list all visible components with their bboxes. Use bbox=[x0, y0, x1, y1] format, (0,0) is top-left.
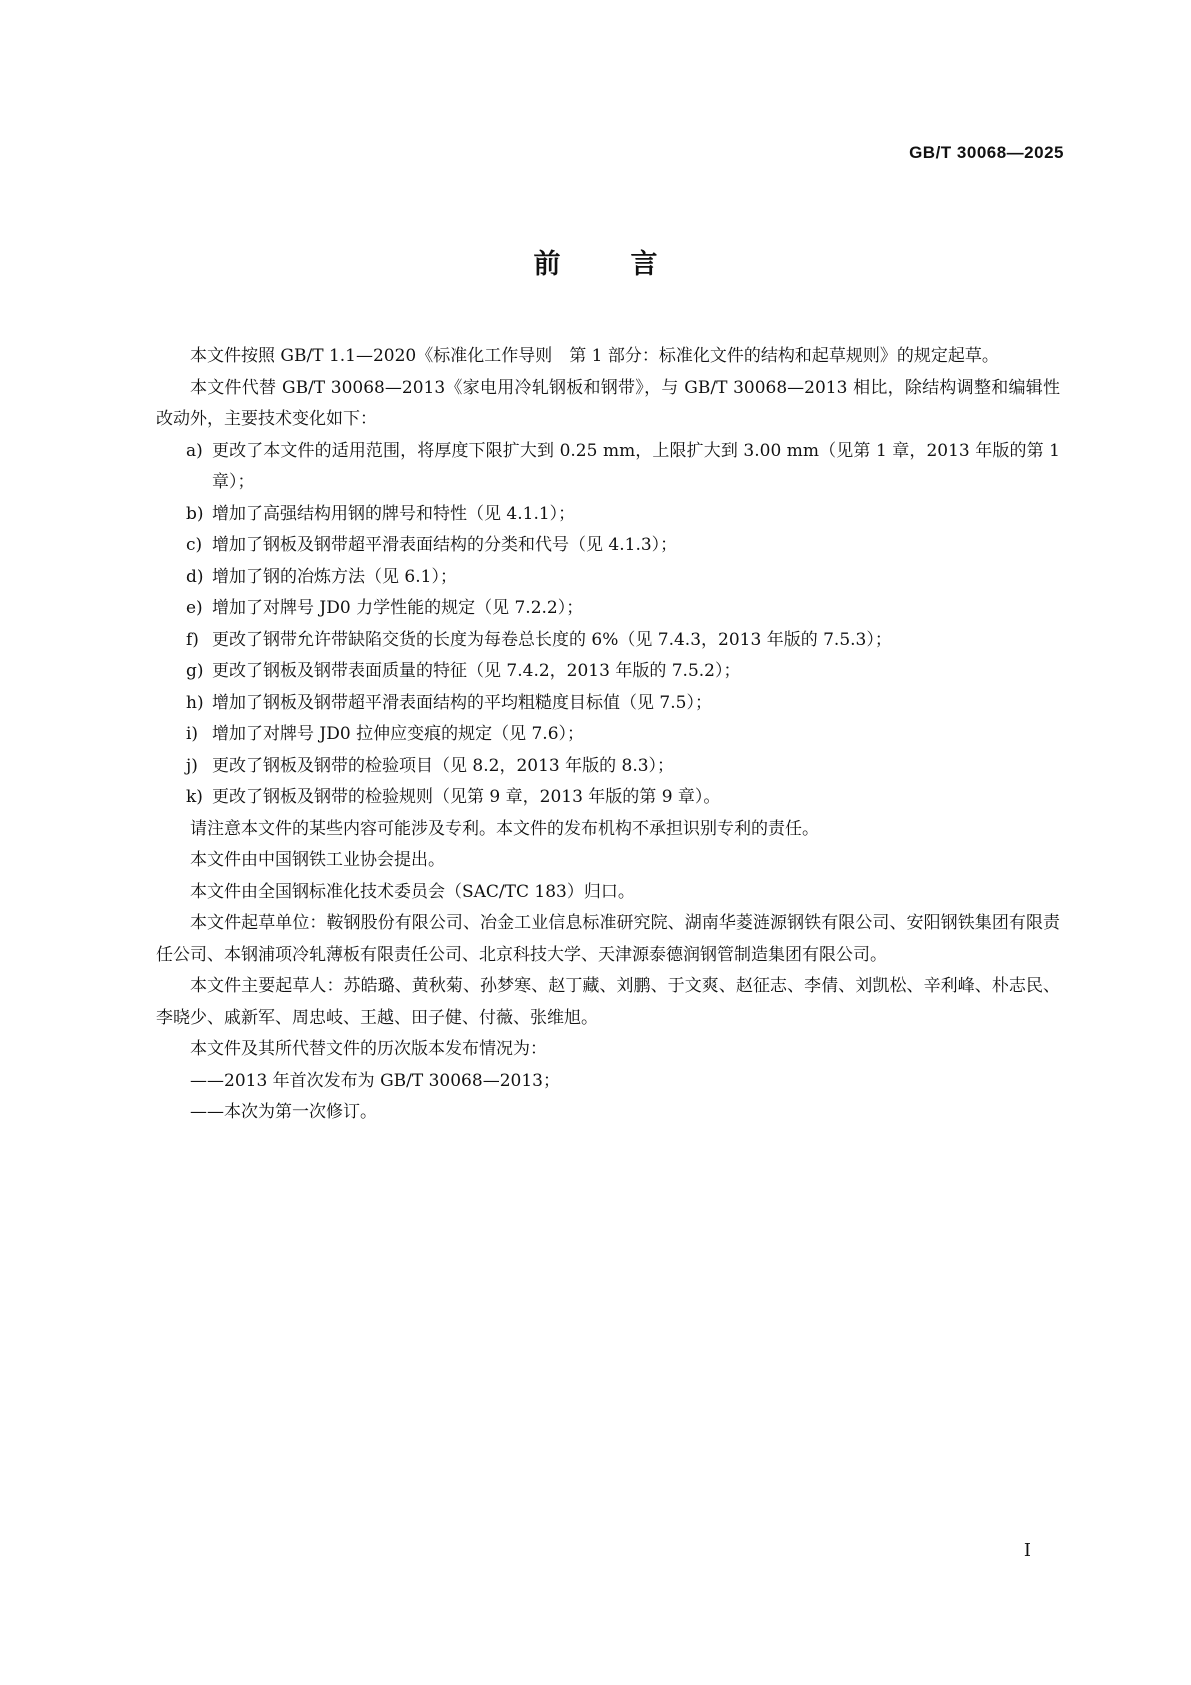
list-item bbox=[156, 751, 1060, 783]
list-item bbox=[156, 436, 1060, 499]
list-marker: i) bbox=[186, 724, 199, 744]
list-item bbox=[156, 656, 1060, 688]
list-marker: f) bbox=[186, 629, 199, 650]
paragraph-patent-notice: 请注意本文件的某些内容可能涉及专利。本文件的发布机构不承担识别专利的责任。 bbox=[190, 818, 819, 839]
list-item bbox=[156, 782, 1060, 814]
list-item bbox=[156, 499, 1060, 531]
list-item-text: 更改了钢板及钢带的检验项目（见 8.2，2013 年版的 8.3）； bbox=[212, 755, 675, 776]
list-item-text: 更改了钢板及钢带的检验规则（见第 9 章，2013 年版的第 9 章）。 bbox=[212, 787, 721, 807]
list-item-text: 更改了钢带允许带缺陷交货的长度为每卷总长度的 6%（见 7.4.3，2013 年版的 7.5.3）； bbox=[212, 629, 892, 650]
list-marker: e) bbox=[186, 598, 203, 618]
list-item-text: 增加了对牌号 JD0 拉伸应变痕的规定（见 7.6）； bbox=[212, 724, 585, 744]
history-item: ——2013 年首次发布为 GB/T 30068—2013； bbox=[190, 1070, 560, 1091]
paragraph-history-intro: 本文件及其所代替文件的历次版本发布情况为： bbox=[190, 1039, 547, 1059]
paragraph-centralized-by: 本文件由全国钢标准化技术委员会（SAC/TC 183）归口。 bbox=[190, 881, 635, 902]
paragraph-drafting-rules: 本文件按照 GB/T 1.1—2020《标准化工作导则 第 1 部分：标准化文件的结构和起草规则》的规定起草。 bbox=[190, 346, 999, 366]
page-title bbox=[0, 242, 1191, 281]
list-marker: b) bbox=[186, 503, 204, 524]
list-item bbox=[156, 688, 1060, 720]
paragraph-drafting-units: 本文件起草单位：鞍钢股份有限公司、冶金工业信息标准研究院、湖南华菱涟源钢铁有限公司、安阳钢铁集团有限责任公司、本钢浦项冷轧薄板有限责任公司、北京科技大学、天津源泰德润钢管制造集团有限公司。 bbox=[156, 913, 1060, 965]
history-item: ——本次为第一次修订。 bbox=[190, 1102, 377, 1122]
list-marker: h) bbox=[186, 692, 204, 713]
list-item bbox=[156, 625, 1060, 657]
list-item-text: 增加了对牌号 JD0 力学性能的规定（见 7.2.2）； bbox=[212, 598, 584, 618]
list-item bbox=[156, 562, 1060, 594]
list-item bbox=[156, 530, 1060, 562]
list-marker: a) bbox=[186, 440, 203, 461]
paragraph-proposer: 本文件由中国钢铁工业协会提出。 bbox=[190, 850, 445, 870]
list-item bbox=[156, 719, 1060, 751]
list-marker: j) bbox=[186, 755, 198, 776]
title-char-1: 前 bbox=[533, 249, 561, 280]
page-number: I bbox=[1023, 1540, 1031, 1561]
list-item-text: 增加了钢的冶炼方法（见 6.1）； bbox=[212, 566, 457, 587]
title-char-2: 言 bbox=[630, 249, 658, 280]
list-item-text: 增加了钢板及钢带超平滑表面结构的平均粗糙度目标值（见 7.5）； bbox=[212, 692, 712, 713]
foreword-body bbox=[156, 341, 1060, 1129]
list-item-text: 增加了钢板及钢带超平滑表面结构的分类和代号（见 4.1.3）； bbox=[212, 535, 678, 555]
list-marker: k) bbox=[186, 787, 203, 807]
list-marker: c) bbox=[186, 535, 203, 555]
list-item-text: 更改了钢板及钢带表面质量的特征（见 7.4.2，2013 年版的 7.5.2）； bbox=[212, 661, 741, 681]
list-item-text: 增加了高强结构用钢的牌号和特性（见 4.1.1）； bbox=[212, 503, 576, 524]
paragraph-replacement: 本文件代替 GB/T 30068—2013《家电用冷轧钢板和钢带》，与 GB/T 30068—2013 相比，除结构调整和编辑性改动外，主要技术变化如下： bbox=[156, 377, 1060, 429]
list-marker: d) bbox=[186, 566, 204, 587]
list-item-text: 更改了本文件的适用范围，将厚度下限扩大到 0.25 mm，上限扩大到 3.00 mm（见第 1 章，2013 年版的第 1 章）； bbox=[212, 440, 1060, 492]
list-marker: g) bbox=[186, 661, 204, 681]
list-item bbox=[156, 593, 1060, 625]
standard-code: GB/T 30068—2025 bbox=[909, 143, 1064, 162]
paragraph-drafters: 本文件主要起草人：苏皓璐、黄秋菊、孙梦寒、赵丁藏、刘鹏、于文爽、赵征志、李倩、刘凯松、辛利峰、朴志民、李晓少、戚新军、周忠岐、王越、田子健、付薇、张维旭。 bbox=[156, 976, 1060, 1028]
